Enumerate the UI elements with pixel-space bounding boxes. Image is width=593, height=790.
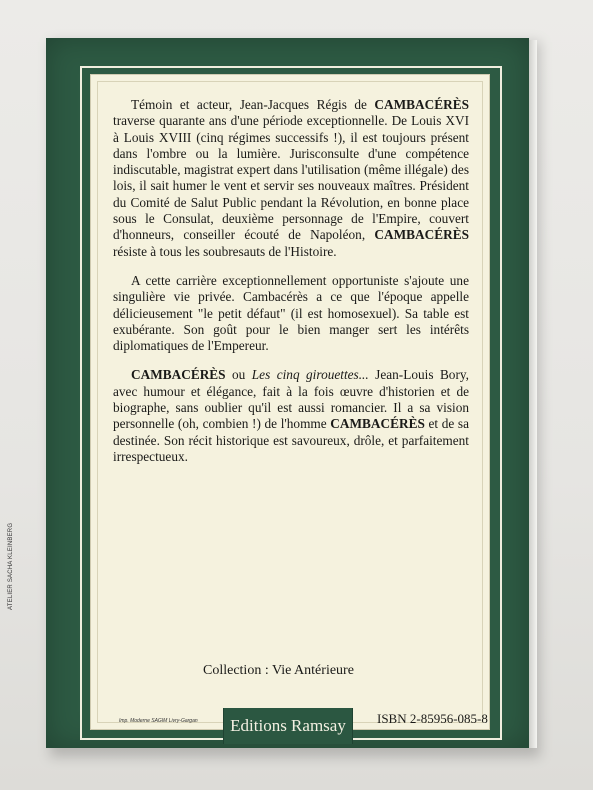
- cream-text-panel: [90, 74, 490, 735]
- atelier-credit: ATELIER SACHA KLEINBERG: [8, 522, 14, 610]
- book-page-edge: [529, 40, 537, 748]
- p3-text-b: Jean-Louis Bory, avec humour et élégance, fait à la fois œuvre d'historien et de biographe, sans oublier qu'il est aussi romancier. Il a sa vision personnelle (oh, combien !) de l'homme: [113, 367, 469, 432]
- publisher-logo: Editions Ramsay: [223, 708, 353, 744]
- blurb-text: [113, 97, 469, 478]
- p1-text-c: résiste à tous les soubresauts de l'Histoire.: [113, 243, 337, 259]
- p1-text-b: traverse quarante ans d'une période exceptionnelle. De Louis XVI à Louis XVIII (cinq régimes successifs !), il est toujours présent dans l'ombre ou la lumière. Jurisconsulte d'une compétence indiscutable, magistrat expert dans l'utilisation (même illégale) des lois, il sait humer le vent et servir ses nouveaux maîtres. Président du Comité de Salut Public pendant la Révolution, en bonne place sous le Consulat, deuxième personnage de l'Empire, couvert d'honneurs, conseiller écouté de Napoléon,: [113, 113, 469, 243]
- blurb-paragraph-3: [113, 367, 469, 465]
- p1-text-a: Témoin et acteur, Jean-Jacques Régis de: [131, 97, 375, 112]
- blurb-paragraph-1: [113, 97, 469, 260]
- p3-name-2: CAMBACÉRÈS: [330, 416, 425, 432]
- p3-text-c: et de sa destinée. Son récit historique est savoureux, drôle, et parfaitement irrespectueux.: [113, 416, 469, 464]
- collection-label: Collection : Vie Antérieure: [203, 663, 354, 678]
- p1-name-1: CAMBACÉRÈS: [374, 97, 469, 112]
- p1-name-2: CAMBACÉRÈS: [374, 227, 469, 243]
- isbn-number: ISBN 2-85956-085-8: [377, 711, 488, 726]
- blurb-paragraph-2: A cette carrière exceptionnellement opportuniste s'ajoute une singulière vie privée. Cambacérès a ce que l'époque appelle délicieusement "le petit défaut" (il est homosexuel). Sa table est exubérante. Son goût pour le bien manger sert les intérêts diplomatiques de l'Empereur.: [113, 272, 469, 354]
- p3-text-a: ou: [225, 367, 252, 383]
- p3-name-1: CAMBACÉRÈS: [131, 367, 226, 383]
- printer-credit: Imp. Moderne SAGIM Livry-Gargan: [119, 718, 198, 724]
- p3-book-title: Les cinq girouettes...: [251, 367, 369, 383]
